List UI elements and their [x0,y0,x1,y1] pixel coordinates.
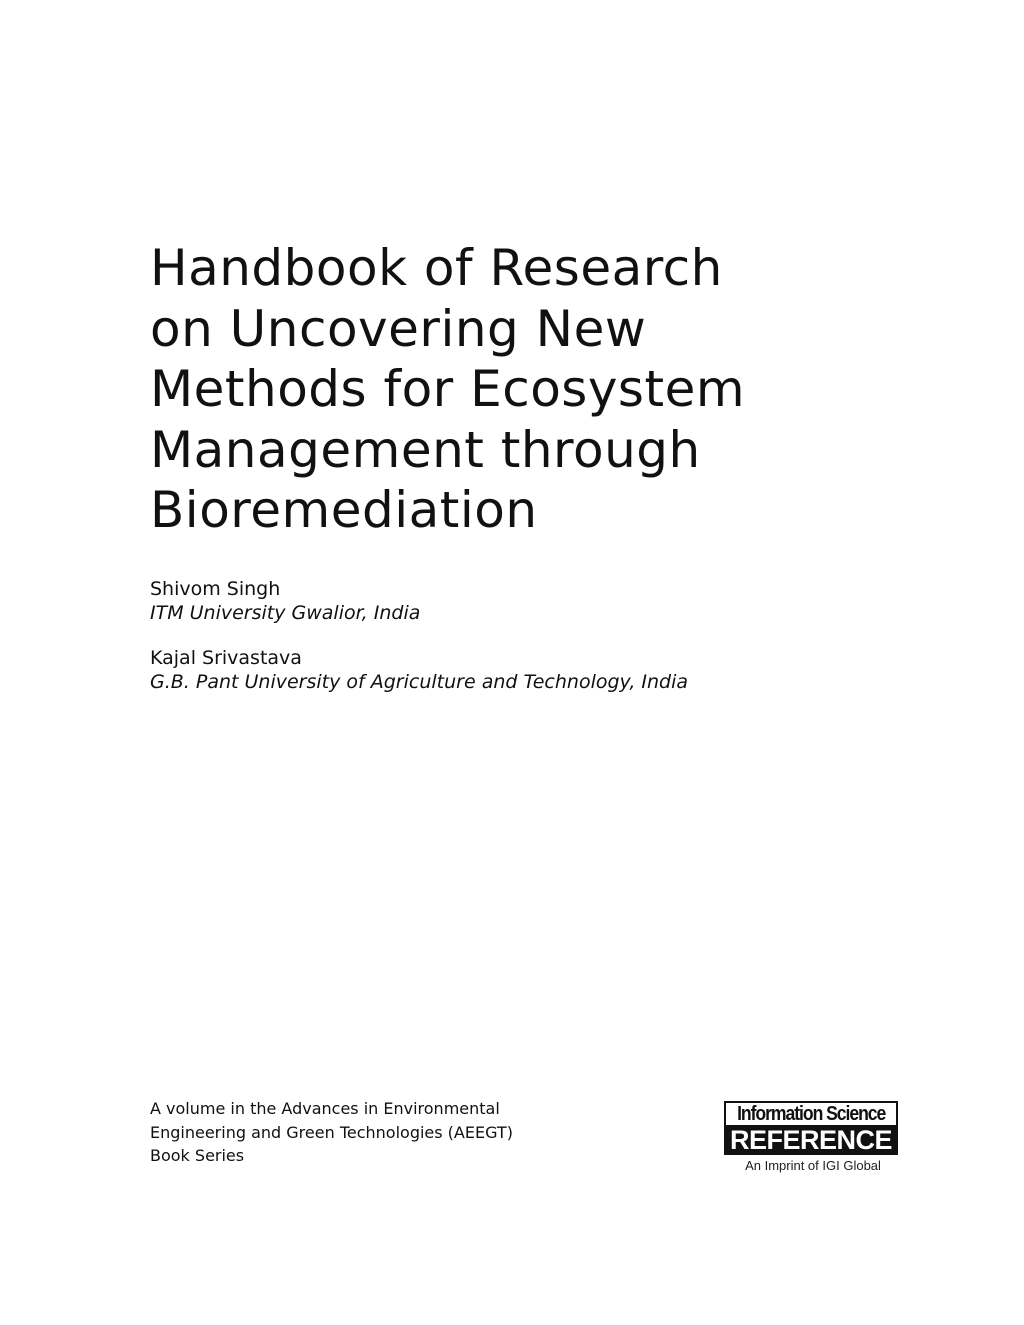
logo-top-text: Information Science [736,1103,886,1125]
title-line: Management through [150,420,701,479]
series-line: A volume in the Advances in Environmental [150,1099,500,1118]
book-title [150,238,910,541]
author-name: Kajal Srivastava [150,647,302,669]
title-line: on Uncovering New [150,299,647,358]
series-note [150,1097,570,1168]
title-line: Methods for Ecosystem [150,360,746,418]
author-name: Shivom Singh [150,578,281,600]
title-line: Bioremediation [150,481,538,539]
author-affiliation: ITM University Gwalior, India [150,602,421,624]
logo-bottom-text: REFERENCE [726,1125,896,1155]
series-line: Engineering and Green Technologies (AEEGT) [150,1122,513,1142]
author-entry [150,647,870,694]
logo-imprint-text: An Imprint of IGI Global [745,1158,881,1173]
author-entry [150,578,870,625]
author-list [150,578,870,716]
series-line: Book Series [150,1146,245,1165]
publisher-logo [724,1101,902,1175]
title-line: Handbook of Research [150,239,723,297]
logo-box [724,1101,898,1155]
author-affiliation: G.B. Pant University of Agriculture and Technology, India [150,671,689,693]
